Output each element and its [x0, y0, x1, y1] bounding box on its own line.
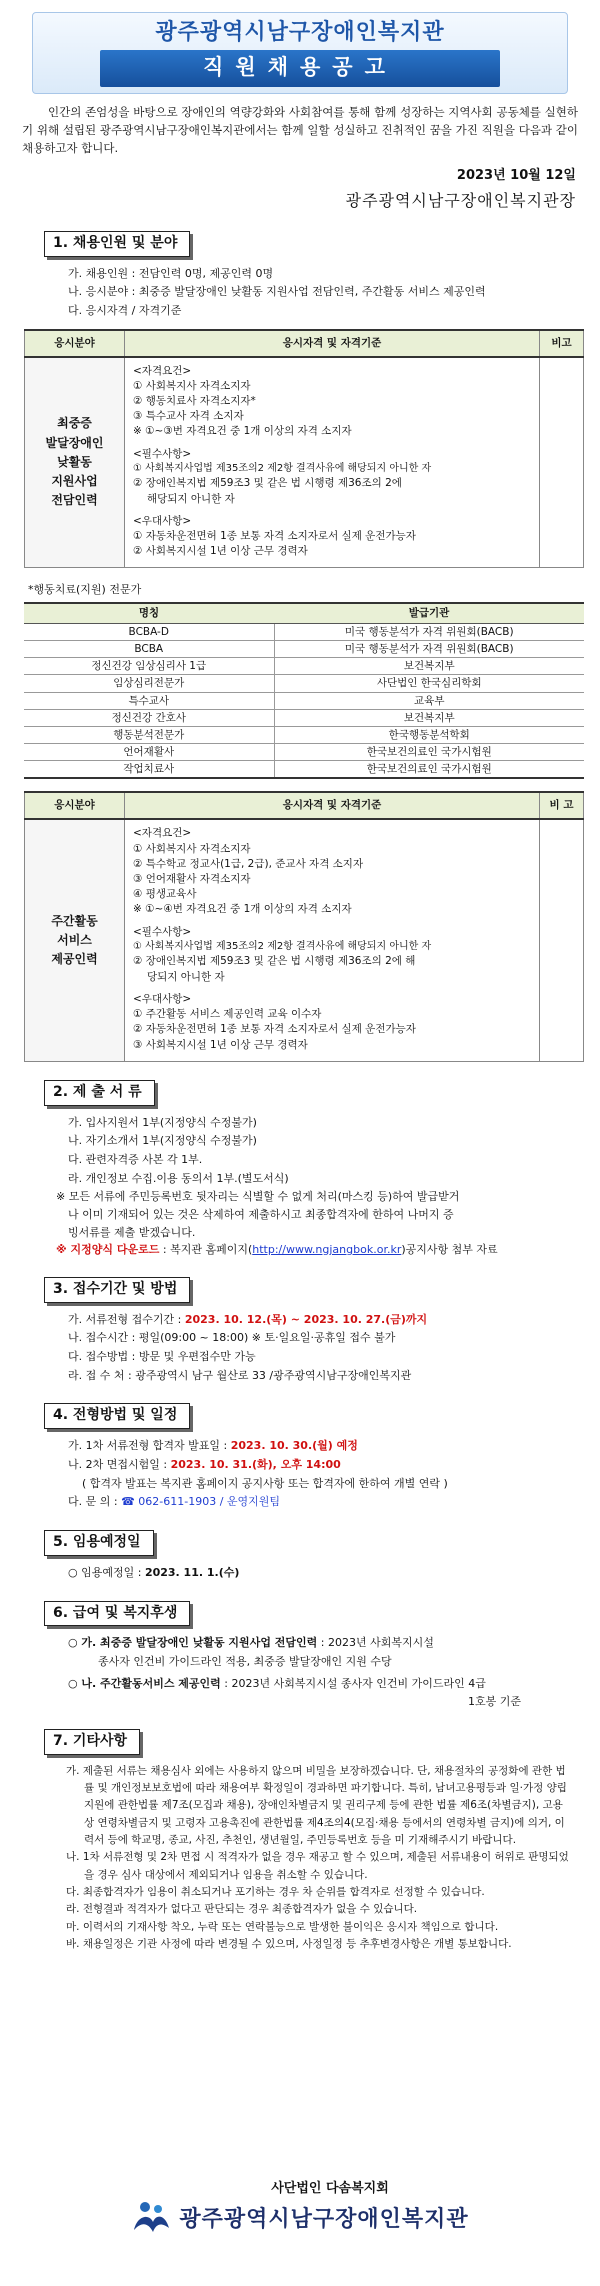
title-banner	[32, 12, 568, 94]
s2-item: 나. 자기소개서 1부(지정양식 수정불가)	[68, 1134, 257, 1148]
column-header: 명칭	[24, 603, 274, 623]
start-label: ○ 임용예정일 :	[68, 1565, 145, 1579]
s3-item: 라. 접 수 처 : 광주광역시 남구 월산로 33 /광주광역시남구장애인복지관	[68, 1368, 412, 1382]
field-line: 전담인력	[51, 493, 98, 508]
remarks-cell	[540, 819, 584, 1061]
contact-label: 다. 문 의 :	[68, 1495, 122, 1509]
organization-title: 광주광역시남구장애인복지관	[155, 20, 445, 45]
table-row	[24, 641, 584, 658]
field-line: 주간활동	[51, 913, 98, 928]
section-heading-1: 1. 채용인원 및 분야	[44, 231, 190, 257]
block-title: <필수사항>	[133, 925, 192, 938]
footer-parent-org: 사단법인 다솜복지회	[271, 2181, 389, 2196]
block-title: <우대사항>	[133, 514, 192, 527]
section-heading-6: 6. 급여 및 복지후생	[44, 1601, 190, 1627]
notice-title: 직원채용공고	[100, 50, 500, 87]
block-title: <우대사항>	[133, 992, 192, 1005]
block-line: 해당되지 아니한 자	[147, 492, 235, 505]
table-cell: 정신건강 임상심리사 1급	[24, 658, 274, 675]
etc-paragraph: 나. 1차 서류전형 및 2차 면접 시 적격자가 없을 경우 재공고 할 수 있으며, 제출된 서류내용이 허위로 판명되었을 경우 심사 대상에서 제외되거나 임용을 취소할 수 있습니다.	[66, 1851, 569, 1881]
etc-paragraph: 바. 채용일정은 기관 사정에 따라 변경될 수 있으며, 사정일정 등 추후변경사항은 개별 통보합니다.	[66, 1937, 512, 1950]
etc-paragraph: 다. 최종합격자가 임용이 취소되거나 포기하는 경우 차 순위를 합격자로 선정할 수 있습니다.	[66, 1886, 485, 1899]
salary-text: : 2023년 사회복지시설 종사자 인건비 가이드라인 4급	[220, 1676, 486, 1690]
table-cell: 교육부	[274, 692, 584, 709]
table-cell: 미국 행동분석가 자격 위원회(BACB)	[274, 623, 584, 640]
table-row	[24, 761, 584, 779]
intro-paragraph: 인간의 존엄성을 바탕으로 장애인의 역량강화와 사회참여를 통해 함께 성장하는 지역사회 공동체를 실현하기 위해 설립된 광주광역시남구장애인복지관에서는 함께 일할 성실하고 진취적인 꿈을 가진 직원을 다음과 같이 채용하고자 합니다.	[22, 105, 578, 155]
salary-text: : 2023년 사회복지시설	[317, 1636, 434, 1650]
etc-list	[66, 1763, 572, 1953]
table-cell: 작업치료사	[24, 761, 274, 779]
column-header: 응시자격 및 자격기준	[125, 792, 540, 819]
table-cell: 행동분석전문가	[24, 726, 274, 743]
section-heading-2: 2. 제 출 서 류	[44, 1080, 155, 1106]
field-line: 낮활동	[57, 454, 92, 469]
masking-note: ※ 모든 서류에 주민등록번호 뒷자리는 식별할 수 없게 처리(마스킹 등)하여 발급받거	[56, 1190, 460, 1204]
mandatory-block	[133, 447, 531, 507]
s2-item: 다. 관련자격증 사본 각 1부.	[68, 1152, 203, 1166]
table-cell: 한국행동분석학회	[274, 726, 584, 743]
field-line: 제공인력	[51, 952, 98, 967]
block-line: ③ 언어재활사 자격소지자	[133, 873, 251, 886]
s4-item	[68, 1493, 586, 1512]
table-row	[24, 726, 584, 743]
block-line: 당되지 아니한 자	[147, 970, 225, 983]
table-cell: 언어재활사	[24, 744, 274, 761]
remarks-cell	[540, 357, 584, 568]
table-cell: BCBA	[24, 641, 274, 658]
field-line: 최중증	[57, 416, 92, 431]
block-line: ① 사회복지사 자격소지자	[133, 842, 251, 855]
salary-cont: 1호봉 기준	[468, 1694, 521, 1708]
requirements-block	[133, 364, 531, 440]
block-line: ② 행동치료사 자격소지자*	[133, 394, 256, 407]
s5-item	[68, 1564, 586, 1583]
table-cell: 한국보건의료인 국가시험원	[274, 761, 584, 779]
s3-item: 다. 접수방법 : 방문 및 우편접수만 가능	[68, 1349, 256, 1363]
block-line: ② 자동차운전면허 1종 보통 자격 소지자로서 실제 운전가능자	[133, 1023, 416, 1036]
section-heading-5: 5. 임용예정일	[44, 1530, 154, 1556]
result-date: 2023. 10. 30.(월) 예정	[230, 1439, 358, 1453]
field-cell	[25, 819, 125, 1061]
table-row	[24, 709, 584, 726]
period-value: 2023. 10. 12.(목) ~ 2023. 10. 27.(금)까지	[184, 1312, 428, 1326]
s1-item: 나. 응시분야 : 최중증 발달장애인 낮활동 지원사업 전담인력, 주간활동 서비스 제공인력	[68, 285, 486, 299]
qualification-cell	[125, 357, 540, 568]
table-row	[24, 744, 584, 761]
table-cell: 보건복지부	[274, 658, 584, 675]
table-cell: 특수교사	[24, 692, 274, 709]
s2-item: 라. 개인정보 수집.이용 동의서 1부.(별도서식)	[68, 1171, 289, 1185]
start-date: 2023. 11. 1.(수)	[144, 1565, 240, 1579]
mandatory-block	[133, 925, 531, 985]
s4-item	[68, 1437, 586, 1456]
s3-item	[68, 1311, 586, 1330]
block-line: ④ 평생교육사	[133, 888, 197, 901]
contact-value: ☎ 062-611-1903 / 운영지원팀	[121, 1495, 281, 1509]
block-line: ① 사회복지사업법 제35조의2 제2항 결격사유에 해당되지 아니한 자	[133, 462, 432, 474]
block-line: ② 사회복지시설 1년 이상 근무 경력자	[133, 545, 308, 558]
section-heading-3: 3. 접수기간 및 방법	[44, 1277, 190, 1303]
form-download-note	[56, 1241, 570, 1259]
preference-block	[133, 514, 531, 560]
interview-date: 2023. 10. 31.(화), 오후 14:00	[170, 1457, 341, 1471]
block-line: ② 장애인복지법 제59조3 및 같은 법 시행령 제36조의 2에	[133, 477, 402, 490]
column-header: 응시자격 및 자격기준	[125, 330, 540, 357]
block-line: ③ 특수교사 자격 소지자	[133, 410, 244, 423]
table-cell: 사단법인 한국심리학회	[274, 675, 584, 692]
block-line: ① 주간활동 서비스 제공인력 교육 이수자	[133, 1008, 322, 1021]
s6-item	[68, 1675, 566, 1711]
s2-item: 가. 입사지원서 1부(지정양식 수정불가)	[68, 1115, 257, 1129]
qualification-cell	[125, 819, 540, 1061]
s1-item: 다. 응시자격 / 자격기준	[68, 303, 182, 317]
column-header: 비고	[540, 330, 584, 357]
block-line: ① 사회복지사업법 제35조의2 제2항 결격사유에 해당되지 아니한 자	[133, 940, 432, 952]
etc-paragraph: 라. 전형결과 적격자가 없다고 판단되는 경우 최종합격자가 없을 수 있습니다.	[66, 1903, 418, 1916]
block-title: <자격요건>	[133, 364, 192, 377]
result-label: 가. 1차 서류전형 합격자 발표일 :	[68, 1439, 231, 1453]
masking-note-cont: 나 이미 기재되어 있는 것은 삭제하여 제출하시고 최종합격자에 한하여 나머지 증	[68, 1207, 454, 1221]
footer-logo	[0, 2180, 600, 2239]
section-heading-4: 4. 전형방법 및 일정	[44, 1403, 190, 1429]
download-label: ※ 지정양식 다운로드	[56, 1243, 160, 1257]
period-label: 가. 서류전형 접수기간 :	[68, 1312, 185, 1326]
field-cell	[25, 357, 125, 568]
masking-note-cont: 빙서류를 제출 받겠습니다.	[68, 1225, 196, 1239]
salary-cont: 종사자 인건비 가이드라인 적용, 최중증 발달장애인 지원 수당	[98, 1654, 392, 1668]
table-row	[24, 623, 584, 640]
s3-item: 나. 접수시간 : 평일(09:00 ~ 18:00) ※ 토·일요일·공휴일 접수 불가	[68, 1331, 396, 1345]
footer-org-name: 광주광역시남구장애인복지관	[179, 2207, 469, 2233]
column-header: 발급기관	[274, 603, 584, 623]
table-row	[24, 658, 584, 675]
etc-paragraph: 마. 이력서의 기재사항 착오, 누락 또는 연락불능으로 발생한 불이익은 응시자 책임으로 합니다.	[66, 1920, 499, 1933]
table-row	[24, 692, 584, 709]
table-cell: 정신건강 간호사	[24, 709, 274, 726]
behavior-expert-table	[24, 602, 584, 779]
notice-date: 2023년 10월 12일	[456, 168, 576, 184]
section-heading-7: 7. 기타사항	[44, 1729, 140, 1755]
behavior-table-caption: *행동치료(지원) 전문가	[28, 583, 142, 597]
block-line: ② 특수학교 정교사(1급, 2급), 준교사 자격 소지자	[133, 857, 364, 870]
column-header: 응시분야	[25, 330, 125, 357]
block-line: ※ ①~④번 자격요건 중 1개 이상의 자격 소지자	[133, 903, 352, 916]
column-header: 비 고	[540, 792, 584, 819]
dasom-logo-icon	[131, 2200, 171, 2239]
table-cell: 미국 행동분석가 자격 위원회(BACB)	[274, 641, 584, 658]
field-line: 서비스	[57, 932, 92, 947]
block-title: <자격요건>	[133, 827, 192, 840]
qualification-table-2	[24, 791, 584, 1061]
interview-label: 나. 2차 면접시험일 :	[68, 1457, 171, 1471]
table-cell: 보건복지부	[274, 709, 584, 726]
salary-field: ○ 나. 주간활동서비스 제공인력	[68, 1676, 221, 1690]
preference-block	[133, 992, 531, 1053]
block-title: <필수사항>	[133, 447, 192, 460]
download-tail: )공지사항 첨부 자료	[401, 1243, 498, 1257]
s4-item: ( 합격자 발표는 복지관 홈페이지 공지사항 또는 합격자에 한하여 개별 연락 )	[82, 1476, 448, 1490]
block-line: ① 자동차운전면허 1종 보통 자격 소지자로서 실제 운전가능자	[133, 529, 416, 542]
table-cell: BCBA-D	[24, 623, 274, 640]
s1-item: 가. 채용인원 : 전담인력 0명, 제공인력 0명	[68, 266, 274, 280]
field-line: 발달장애인	[45, 435, 104, 450]
requirements-block	[133, 826, 531, 917]
salary-field: ○ 가. 최중증 발달장애인 낮활동 지원사업 전담인력	[68, 1636, 318, 1650]
s4-item	[68, 1456, 586, 1475]
block-line: ② 장애인복지법 제59조3 및 같은 법 시행령 제36조의 2에 해	[133, 955, 416, 968]
block-line: ※ ①~③번 자격요건 중 1개 이상의 자격 소지자	[133, 425, 352, 438]
homepage-link[interactable]: http://www.ngjangbok.or.kr	[252, 1243, 402, 1257]
footer-logo-row	[131, 2200, 468, 2239]
s6-item	[68, 1634, 566, 1670]
etc-paragraph: 가. 제출된 서류는 채용심사 외에는 사용하지 않으며 비밀을 보장하겠습니다. 단, 채용절차의 공정화에 관한 법률 및 개인정보보호법에 따라 채용여부 확정일이 경과하면 파기합니다. 특히, 남녀고용평등과 일·가정 양립지원에 관한법률 제7조(모집과 채용), 장애인차별금지 및 권리구제 등에 관한 법률 제6조(차별금지), 고용 상 연령차별금지 및 고령자 고용촉진에 관한법률 제4조의4(모집·채용 등에서의 연령차별 금지)에 의거, 이력서 등에 학교명, 종교, 사진, 추천인, 생년월일, 주민등록번호 등을 미 기재해주시기 바랍니다.	[66, 1764, 567, 1847]
column-header: 응시분야	[25, 792, 125, 819]
block-line: ③ 사회복지시설 1년 이상 근무 경력자	[133, 1038, 308, 1051]
qualification-table-1	[24, 329, 584, 569]
field-line: 지원사업	[51, 474, 98, 489]
table-cell: 한국보건의료인 국가시험원	[274, 744, 584, 761]
signature: 광주광역시남구장애인복지관장	[345, 190, 576, 210]
block-line: ① 사회복지사 자격소지자	[133, 379, 251, 392]
table-cell: 임상심리전문가	[24, 675, 274, 692]
table-row	[24, 675, 584, 692]
download-text: : 복지관 홈페이지(	[159, 1243, 253, 1257]
